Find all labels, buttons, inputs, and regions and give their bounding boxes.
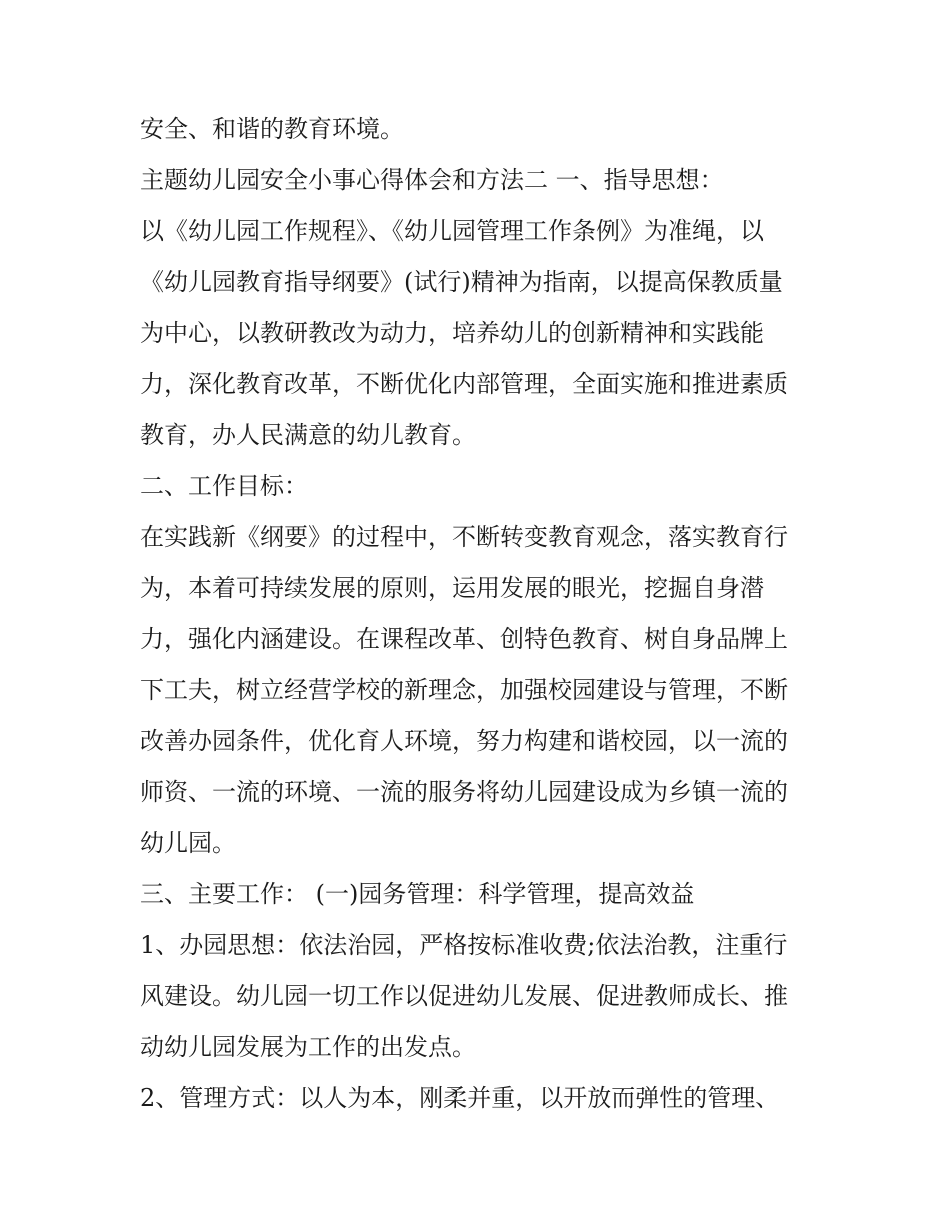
text-line: 风建设。幼儿园一切工作以促进幼儿发展、促进教师成长、推	[140, 982, 788, 1010]
document-body	[140, 104, 820, 1124]
text-line: 安全、和谐的教育环境。	[140, 115, 404, 143]
text-line: 《幼儿园教育指导纲要》(试行)精神为指南，以提高保教质量	[140, 268, 783, 296]
text-line: 力，强化内涵建设。在课程改革、创特色教育、树自身品牌上	[140, 625, 788, 653]
section-heading: 二、工作目标：	[140, 472, 308, 500]
text-line: 为中心，以教研教改为动力，培养幼儿的创新精神和实践能	[140, 319, 764, 347]
text-line: 以《幼儿园工作规程》、《幼儿园管理工作条例》为准绳，以	[140, 217, 764, 245]
text-line: 改善办园条件，优化育人环境，努力构建和谐校园，以一流的	[140, 727, 788, 755]
section-heading: 主题幼儿园安全小事心得体会和方法二 一、指导思想：	[140, 166, 724, 194]
text-line: 1、办园思想：依法治园，严格按标准收费;依法治教，注重行	[140, 931, 788, 959]
text-line: 动幼儿园发展为工作的出发点。	[140, 1033, 476, 1061]
text-line: 教育，办人民满意的幼儿教育。	[140, 421, 476, 449]
text-line: 幼儿园。	[140, 829, 236, 857]
text-line: 力，深化教育改革，不断优化内部管理，全面实施和推进素质	[140, 370, 788, 398]
section-heading: 三、主要工作： (一)园务管理：科学管理，提高效益	[140, 880, 695, 908]
text-line: 师资、一流的环境、一流的服务将幼儿园建设成为乡镇一流的	[140, 778, 788, 806]
text-line: 下工夫，树立经营学校的新理念，加强校园建设与管理，不断	[140, 676, 788, 704]
text-line: 2、管理方式：以人为本，刚柔并重，以开放而弹性的管理、	[140, 1084, 780, 1112]
text-line: 在实践新《纲要》的过程中，不断转变教育观念，落实教育行	[140, 523, 788, 551]
text-line: 为，本着可持续发展的原则，运用发展的眼光，挖掘自身潜	[140, 574, 764, 602]
